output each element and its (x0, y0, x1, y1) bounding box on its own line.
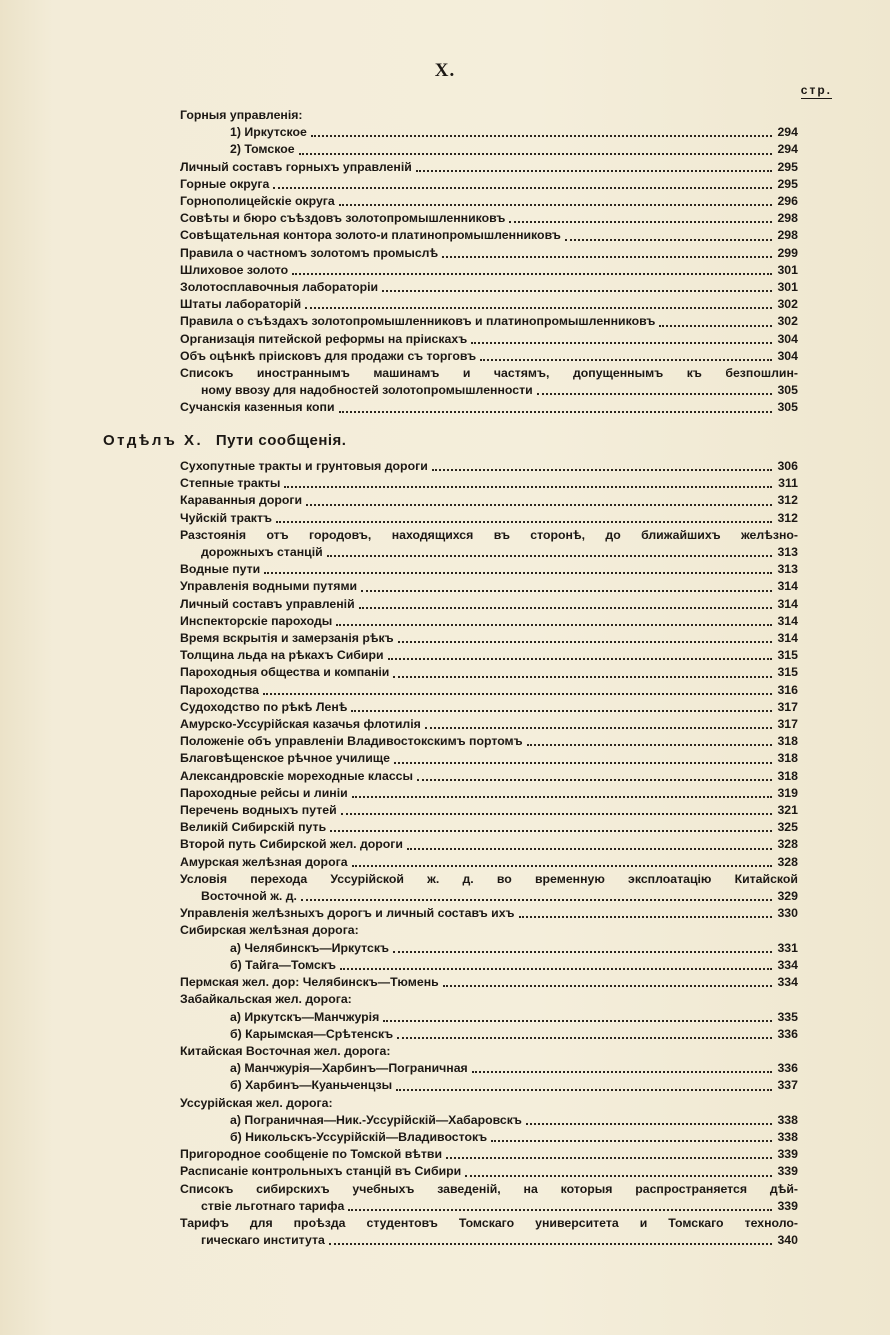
toc-entry-title: Толщина льда на рѣкахъ Сибири (180, 648, 384, 663)
toc-entry-title: Пароходства (180, 682, 260, 697)
leader-dots (526, 1123, 772, 1125)
toc-entry (180, 682, 798, 699)
toc-entry-title: б) Харбинъ—Куаньченцзы (230, 1078, 393, 1093)
toc-entry-page: 314 (777, 596, 798, 611)
toc-entry-page: 339 (777, 1164, 798, 1179)
leader-dots (264, 572, 772, 574)
leader-dots (480, 359, 772, 361)
toc-entry-page: 304 (777, 348, 798, 363)
leader-dots (330, 830, 772, 832)
leader-dots (393, 676, 772, 678)
toc-entry-title: ствіе льготнаго тарифа (201, 1198, 345, 1213)
toc-entry-title: Пароходныя общества и компаніи (180, 665, 390, 680)
toc-entry-line: Списокъ сибирскихъ учебныхъ заведеній, на которыя распространяется дѣй- (180, 1181, 798, 1196)
toc-entry-page: 315 (777, 648, 798, 663)
toc-entry-title: а) Челябинскъ—Иркутскъ (230, 940, 389, 955)
page-number: X. (434, 60, 456, 81)
leader-dots (284, 486, 772, 488)
toc-entry-page: 299 (777, 245, 798, 260)
toc-entry-page: 328 (777, 854, 798, 869)
toc-entry-title: а) Иркутскъ—Манчжурія (230, 1009, 380, 1024)
toc-entry-title: Перечень водныхъ путей (180, 803, 337, 818)
leader-dots (659, 325, 772, 327)
toc-entry (180, 1009, 798, 1026)
toc-entry-title: б) Тайга—Томскъ (230, 957, 336, 972)
leader-dots (311, 135, 772, 137)
toc-entry-page: 318 (777, 768, 798, 783)
toc-entry (180, 210, 798, 227)
toc-entry-page: 306 (777, 459, 798, 473)
toc-entry (180, 733, 798, 750)
leader-dots (443, 985, 772, 987)
toc-entry-title: Благовѣщенское рѣчное училище (180, 751, 391, 766)
toc-entry (180, 957, 798, 974)
toc-entry-title: Личный составъ управленій (180, 596, 355, 611)
toc-entry (180, 819, 798, 836)
toc-entry-title: Степные тракты (180, 476, 281, 491)
toc-entry-title: Управленія желѣзныхъ дорогъ и личный составъ ихъ (180, 906, 515, 921)
leader-dots (388, 658, 772, 660)
toc-entry-page: 318 (777, 751, 798, 766)
toc-entry (180, 176, 798, 193)
toc-entry (180, 348, 798, 365)
toc-entry-page: 301 (777, 262, 798, 277)
leader-dots (341, 813, 772, 815)
toc-entry (180, 1112, 798, 1129)
toc-entry-title: Чуйскій трактъ (180, 510, 272, 525)
toc-entry-page: 296 (777, 194, 798, 209)
toc-entry-page: 336 (777, 1061, 798, 1076)
toc-heading: Забайкальская жел. дорога: (180, 992, 352, 1007)
toc-entry (180, 785, 798, 802)
toc-entry-page: 301 (777, 280, 798, 295)
leader-dots (398, 641, 772, 643)
toc-entry-title: Золотосплавочныя лабораторіи (180, 280, 379, 295)
toc-entry (180, 279, 798, 296)
toc-entry-page: 305 (777, 383, 798, 398)
toc-entry (180, 905, 798, 922)
toc-entry-title: а) Манчжурія—Харбинъ—Пограничная (230, 1061, 468, 1076)
toc-entry-page: 312 (777, 510, 798, 525)
toc-entry-page: 319 (777, 785, 798, 800)
toc-entry-page: 339 (777, 1147, 798, 1162)
toc-entry-page: 295 (777, 159, 798, 174)
toc-entry-page: 315 (777, 665, 798, 680)
toc-entry-title: Пригородное сообщеніе по Томской вѣтви (180, 1147, 443, 1162)
leader-dots (276, 521, 772, 523)
toc-entry-title: Второй путь Сибирской жел. дороги (180, 837, 403, 852)
toc-entry-line: Условія перехода Уссурійской ж. д. во временную эксплоатацію Китайской (180, 871, 798, 886)
leader-dots (339, 411, 773, 413)
toc-entry-title: б) Никольскъ-Уссурійскій—Владивостокъ (230, 1129, 488, 1144)
toc-block-mining (180, 107, 798, 417)
toc-entry-title: Штаты лабораторій (180, 297, 302, 312)
toc-entry (180, 382, 798, 399)
toc-heading: Уссурійская жел. дорога: (180, 1095, 333, 1110)
toc-entry (180, 141, 798, 158)
toc-entry-title: Правила о частномъ золотомъ промыслѣ (180, 245, 439, 260)
toc-entry-line: Тарифъ для проѣзда студентовъ Томскаго университета и Томскаго техноло- (180, 1215, 798, 1230)
toc-entry (180, 1146, 798, 1163)
toc-entry-page: 331 (777, 940, 798, 955)
toc-entry (180, 1129, 798, 1146)
toc-entry (180, 699, 798, 716)
toc-entry-page: 302 (777, 297, 798, 312)
toc-entry-title: Шлиховое золото (180, 262, 289, 277)
toc-entry (180, 296, 798, 313)
leader-dots (292, 273, 772, 275)
leader-dots (446, 1157, 772, 1159)
toc-entry (180, 750, 798, 767)
leader-dots (352, 865, 772, 867)
leader-dots (301, 899, 772, 901)
toc-entry-title: Положеніе объ управленіи Владивостокскимъ портомъ (180, 734, 523, 749)
toc-heading: Сибирская желѣзная дорога: (180, 923, 359, 938)
toc-entry-title: Сухопутные тракты и грунтовыя дороги (180, 459, 428, 473)
toc-entry-title: Судоходство по рѣкѣ Ленѣ (180, 699, 348, 714)
toc-entry-page: 337 (777, 1078, 798, 1093)
leader-dots (425, 727, 772, 729)
toc-entry-page: 305 (777, 400, 798, 415)
section-label: Отдѣлъ X. (103, 432, 204, 449)
toc-entry-title: Личный составъ горныхъ управленій (180, 159, 412, 174)
toc-entry (180, 262, 798, 279)
toc-entry-page: 313 (777, 562, 798, 577)
toc-entry-title: Совѣты и бюро съѣздовъ золотопромышленниковъ (180, 211, 506, 226)
leader-dots (509, 221, 772, 223)
toc-entry-title: Горные округа (180, 176, 270, 191)
toc-entry-page: 328 (777, 837, 798, 852)
toc-entry (180, 1232, 798, 1249)
toc-entry (180, 647, 798, 664)
leader-dots (527, 744, 772, 746)
leader-dots (417, 779, 772, 781)
leader-dots (351, 710, 772, 712)
toc-entry-page: 294 (777, 125, 798, 140)
toc-entry (180, 940, 798, 957)
leader-dots (519, 916, 772, 918)
toc-entry-title: Амурская желѣзная дорога (180, 854, 348, 869)
leader-dots (273, 187, 772, 189)
toc-entry-page: 311 (778, 476, 798, 491)
toc-entry (180, 596, 798, 613)
leader-dots (263, 693, 772, 695)
toc-entry-page: 336 (777, 1026, 798, 1041)
toc-entry-page: 340 (777, 1233, 798, 1248)
toc-entry-page: 314 (777, 631, 798, 646)
toc-entry-page: 318 (777, 734, 798, 749)
toc-entry-title: Время вскрытія и замерзанія рѣкъ (180, 631, 394, 646)
leader-dots (305, 307, 772, 309)
toc-entry-title: ному ввозу для надобностей золотопромышленности (201, 383, 533, 398)
toc-entry-page: 294 (777, 142, 798, 157)
toc-entry-page: 335 (777, 1009, 798, 1024)
toc-entry-page: 316 (777, 682, 798, 697)
toc-entry-page: 334 (777, 975, 798, 990)
toc-entry-title: Горнополицейскіе округа (180, 194, 335, 209)
toc-entry (180, 1060, 798, 1077)
toc-entry-title: Организація питейской реформы на пріискахъ (180, 331, 468, 346)
toc-entry-page: 302 (777, 314, 798, 329)
toc-entry-title: Правила о съѣздахъ золотопромышленниковъ и платинопромышленниковъ (180, 314, 656, 329)
toc-entry-page: 334 (777, 957, 798, 972)
toc-entry (180, 888, 798, 905)
leader-dots (432, 469, 772, 471)
leader-dots (537, 393, 772, 395)
toc-entry (180, 544, 798, 561)
toc-entry-line: Разстоянія отъ городовъ, находящихся въ сторонѣ, до ближайшихъ желѣзно- (180, 527, 798, 542)
toc-block-transport (180, 458, 798, 1249)
toc-entry (180, 578, 798, 595)
toc-entry (180, 974, 798, 991)
toc-entry (180, 1026, 798, 1043)
leader-dots (339, 204, 772, 206)
leader-dots (393, 951, 772, 953)
toc-entry-title: Караванныя дороги (180, 493, 303, 508)
toc-entry-page: 314 (777, 613, 798, 628)
toc-entry (180, 227, 798, 244)
toc-entry-line: Списокъ иностраннымъ машинамъ и частямъ, допущеннымъ къ безпошлин- (180, 366, 798, 381)
leader-dots (565, 239, 772, 241)
toc-entry (180, 124, 798, 141)
toc-heading: Горныя управленія: (180, 108, 303, 122)
toc-heading: Китайская Восточная жел. дорога: (180, 1043, 391, 1058)
leader-dots (491, 1140, 772, 1142)
toc-entry-title: Объ оцѣнкѣ пріисковъ для продажи съ торговъ (180, 348, 477, 363)
toc-entry-page: 304 (777, 331, 798, 346)
toc-entry-title: Водные пути (180, 562, 261, 577)
toc-entry-title: Пароходные рейсы и линіи (180, 785, 348, 800)
toc-entry-title: Великій Сибирскій путь (180, 820, 327, 835)
leader-dots (465, 1175, 772, 1177)
toc-entry (180, 193, 798, 210)
toc-entry-title: 2) Томское (230, 142, 295, 157)
leader-dots (329, 1243, 772, 1245)
toc-entry-page: 313 (777, 545, 798, 560)
toc-entry-page: 325 (777, 820, 798, 835)
toc-entry-title: Расписаніе контрольныхъ станцій въ Сибири (180, 1164, 462, 1179)
toc-entry-page: 338 (777, 1129, 798, 1144)
toc-entry-page: 298 (777, 228, 798, 243)
toc-entry-title: Александровскіе мореходные классы (180, 768, 414, 783)
leader-dots (396, 1089, 772, 1091)
leader-dots (472, 1071, 772, 1073)
leader-dots (327, 555, 772, 557)
leader-dots (299, 153, 772, 155)
toc-entry-title: Амурско-Уссурійская казачья флотилія (180, 717, 421, 732)
toc-entry-page: 317 (777, 717, 798, 732)
leader-dots (407, 848, 772, 850)
leader-dots (471, 342, 772, 344)
toc-entry (180, 331, 798, 348)
toc-entry (180, 802, 798, 819)
toc-entry (180, 664, 798, 681)
toc-entry-page: 339 (777, 1198, 798, 1213)
toc-entry-title: гическаго института (201, 1233, 325, 1248)
toc-entry (180, 510, 798, 527)
toc-entry (180, 1077, 798, 1094)
leader-dots (383, 1020, 772, 1022)
leader-dots (348, 1209, 772, 1211)
toc-entry (180, 159, 798, 176)
toc-entry (180, 854, 798, 871)
toc-entry-title: а) Пограничная—Ник.-Уссурійскій—Хабаровскъ (230, 1112, 522, 1127)
leader-dots (306, 504, 772, 506)
leader-dots (397, 1037, 772, 1039)
toc-entry-title: Инспекторскіе пароходы (180, 613, 333, 628)
leader-dots (382, 290, 772, 292)
toc-entry (180, 313, 798, 330)
toc-entry-page: 295 (777, 176, 798, 191)
toc-entry-page: 298 (777, 211, 798, 226)
toc-entry (180, 1198, 798, 1215)
leader-dots (361, 590, 772, 592)
toc-entry-title: Совѣщательная контора золото-и платинопромышленниковъ (180, 228, 561, 243)
leader-dots (359, 607, 772, 609)
toc-entry (180, 458, 798, 475)
toc-entry (180, 399, 798, 416)
page-column-header: стр. (800, 83, 832, 97)
toc-entry (180, 836, 798, 853)
toc-entry (180, 613, 798, 630)
section-heading (103, 432, 346, 449)
toc-entry (180, 492, 798, 509)
section-title: Пути сообщенія. (215, 432, 347, 449)
toc-entry (180, 716, 798, 733)
toc-entry-page: 321 (777, 803, 798, 818)
leader-dots (340, 968, 772, 970)
toc-entry-page: 330 (777, 906, 798, 921)
toc-entry-page: 314 (777, 579, 798, 594)
toc-entry-page: 329 (777, 889, 798, 904)
leader-dots (352, 796, 772, 798)
toc-entry-page: 317 (777, 699, 798, 714)
leader-dots (416, 170, 772, 172)
toc-entry (180, 475, 798, 492)
toc-entry-title: Сучанскія казенныя копи (180, 400, 335, 415)
toc-entry (180, 630, 798, 647)
toc-entry-page: 338 (777, 1112, 798, 1127)
toc-entry-title: дорожныхъ станцій (201, 545, 323, 560)
leader-dots (336, 624, 772, 626)
toc-entry (180, 1163, 798, 1180)
toc-entry-page: 312 (777, 493, 798, 508)
toc-entry (180, 245, 798, 262)
leader-dots (442, 256, 772, 258)
toc-entry (180, 561, 798, 578)
toc-entry-title: Восточной ж. д. (201, 889, 297, 904)
toc-entry-title: Управленія водными путями (180, 579, 358, 594)
toc-entry-title: 1) Иркутское (230, 125, 307, 140)
leader-dots (394, 762, 772, 764)
toc-entry-title: Пермская жел. дор: Челябинскъ—Тюмень (180, 975, 439, 990)
toc-entry-title: б) Карымская—Срѣтенскъ (230, 1026, 394, 1041)
toc-entry (180, 768, 798, 785)
